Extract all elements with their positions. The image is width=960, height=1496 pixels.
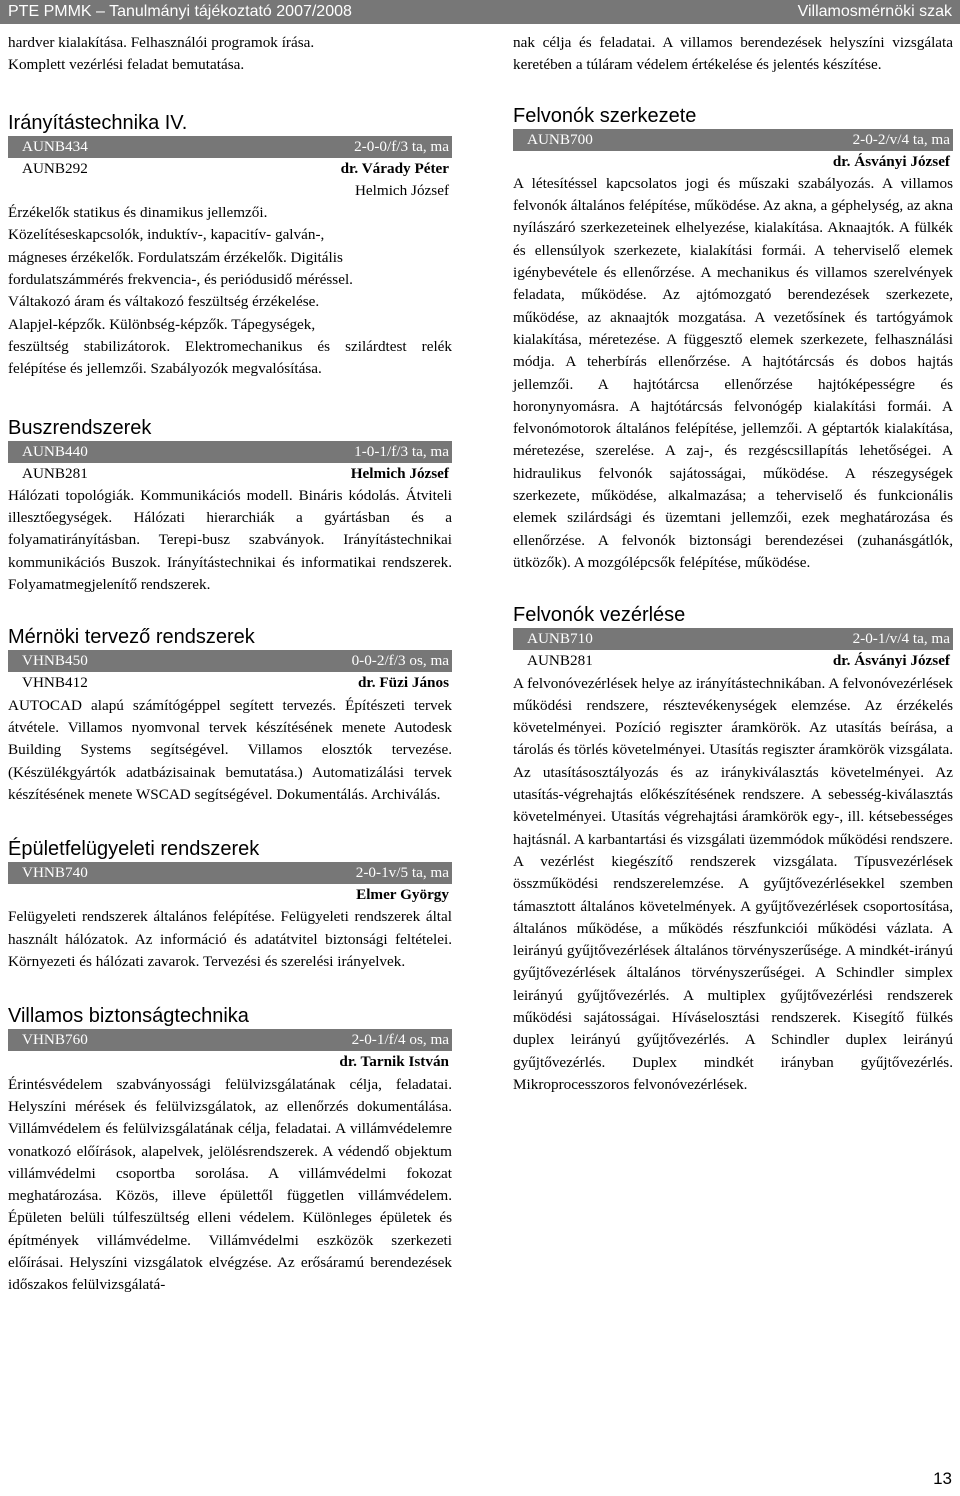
course-code: VHNB740 — [22, 864, 88, 882]
course-description-line: Érzékelők statikus és dinamikus jellemzői. — [8, 204, 268, 222]
header-title: PTE PMMK – Tanulmányi tájékoztató 2007/2008 — [8, 3, 352, 20]
page-number: 13 — [933, 1469, 952, 1488]
course-code-bar — [8, 650, 452, 672]
teacher-name: Elmer György — [356, 886, 449, 904]
teacher-name: dr. Füzi János — [357, 674, 449, 692]
teacher-name: dr. Várady Péter — [340, 159, 449, 177]
prereq-code: AUNB281 — [527, 652, 593, 670]
course-code-bar — [513, 129, 953, 151]
course-code: AUNB434 — [22, 137, 88, 155]
section-title-epulet: Épületfelügyeleti rendszerek — [8, 838, 260, 861]
course-description-line: Közelítéseskapcsolók, induktív-, kapacitív- galván-, — [8, 226, 325, 244]
course-code: AUNB710 — [527, 630, 593, 648]
prereq-code: AUNB281 — [22, 464, 88, 482]
course-description-line: fordulatszámmérés frekvencia-, és periódusidő méréssel. — [8, 271, 353, 289]
course-code-bar — [8, 862, 452, 884]
course-hours: 2-0-2/v/4 ta, ma — [852, 130, 950, 148]
course-hours: 1-0-1/f/3 ta, ma — [354, 442, 449, 460]
prereq-row — [8, 463, 452, 485]
course-description: AUTOCAD alapú számítógéppel segített tervezés. Építészeti tervek átvétele. Villamos nyomvonal tervek készítésének menete Autodesk Building Systems segítségével. Villamos elosztók tervezése. (Készülékgyártók adatbázisainak bemutatása.) Automatizálási tervek készítésének menete WSCAD segítségével. Dokumentálás. Archiválás. — [8, 696, 452, 803]
prereq-code: VHNB412 — [22, 674, 88, 692]
teacher-name: dr. Tarnik István — [339, 1053, 449, 1071]
course-description: Érintésvédelem szabványossági felülvizsgálatának célja, feladatai. Helyszíni mérések és felülvizsgálatok, az ellenőrzés dokumentálása. Villámvédelem és felülvizsgálatának célja, feladatai. A villámvédelemre vonatkozó előírások, alapelvek, jelölésrendszerek. A védendő objektum villámvédelmi csoportba sorolása. A villámvédelmi fokozat meghatározása. Közös, illeve épülettől független villámvédelem. Épületen belüli túlfeszültség elleni védelem. Különleges épületek és építmények villámvédelme. Villámvédelmi eszközök szerkezeti előírásai. Helyszíni vizsgálatok elvégzése. Az erősáramú berendezések időszakos felülvizsgálatá- — [8, 1075, 452, 1294]
course-description: A létesítéssel kapcsolatos jogi és műszaki szabályozás. A villamos felvonók általános felépítése, működése. Az akna, a géphelység, az akna nyílászáró szerkezeteinek elhelyezése, kialakítása. Aknaajtók. A fülkék és ellensúlyok szerkezete, kialakítási formái. A teherviselő elemek igénybevétele és ellenőrzése. A mechanikus és villamos szerelvények feladata, működése. Az ajtómozgató berendezések szerkezete, működése, az aknaajtók mozgatása. A vezetősínek és tartógyámok kialakítása, méretezése. A függesztő elemek szerkezete, felhasználási módja. A teherbírás ellenőrzése. A hajtótárcsás és dobos hajtás jellemzői. A hajtótárcsa ellenőrzése hajtóképességre és horonynyomásra. A hajtótárcsás felvonógép kialakítási formái. A felvonómotorok általános felépítése, jellemzői. A géptartók kialakítása, méretezése, szerelése. A zaj-, és rezgéscsillapítás lehetőségei. A hidraulikus felvonók sajátosságai, működése. A részegységek szerkezete, működése, alkalmazása; a teherviselő és funkcionális elemek szilárdsági és üzemtani jellemzői, ezek meghatározása és ellenőrzése. A felvonók biztonsági berendezései (zuhanásgátlók, ütközők). A mozgólépcsők felépítése, működése. — [513, 174, 953, 571]
intro-text: nak célja és feladatai. A villamos berendezések helyszíni vizsgálata keretében a túláram védelem értékelése és jelentés készítése. — [513, 34, 953, 74]
section-title-villbizt: Villamos biztonságtechnika — [8, 1005, 249, 1028]
course-hours: 2-0-0/f/3 ta, ma — [354, 137, 449, 155]
course-description-line: mágneses érzékelők. Fordulatszám érzékelők. Digitális — [8, 248, 343, 266]
teacher-name-2: Helmich József — [354, 181, 449, 199]
prereq-row — [8, 158, 452, 180]
course-description: Hálózati topológiák. Kommunikációs modell. Bináris kódolás. Átviteli illesztőegységek. Hálózati hierarchiák a gyártásban és a folyamatirányításban. Terepi-busz szabványok. Irányítástechnikai kommunikációs Buszok. Irányítástechnikai és informatikai rendszerek. Folyamatmegjelenítő rendszerek. — [8, 486, 452, 594]
prereq-row — [8, 672, 452, 694]
course-code-bar — [8, 1029, 452, 1051]
course-code: VHNB450 — [22, 652, 88, 670]
prereq-code: AUNB292 — [22, 159, 88, 177]
course-hours: 2-0-1/f/4 os, ma — [351, 1031, 449, 1049]
section-title-busz: Buszrendszerek — [8, 416, 152, 439]
course-code-bar — [8, 136, 452, 158]
course-code: VHNB760 — [22, 1031, 88, 1049]
section-title-felvonok-vezerlese: Felvonók vezérlése — [513, 604, 686, 627]
prereq-row — [513, 650, 953, 672]
section-title-irany4: Irányítástechnika IV. — [8, 111, 188, 134]
right-column — [513, 32, 953, 1096]
course-hours: 0-0-2/f/3 os, ma — [351, 652, 449, 670]
intro-line-2: Komplett vezérlési feladat bemutatása. — [8, 56, 245, 74]
course-description-line: Váltakozó áram és váltakozó feszültség érzékelése. — [8, 293, 320, 311]
teacher-name: dr. Ásványi József — [832, 652, 950, 670]
course-hours: 2-0-1v/5 ta, ma — [355, 864, 449, 882]
page-header — [0, 0, 960, 24]
header-program: Villamosmérnöki szak — [797, 3, 952, 20]
teacher-name: dr. Ásványi József — [832, 152, 950, 170]
course-code: AUNB440 — [22, 442, 88, 460]
left-column — [8, 32, 452, 1297]
intro-line-1: hardver kialakítása. Felhasználói programok írása. — [8, 34, 315, 51]
course-description-line: Alapjel-képzők. Különbség-képzők. Tápegységek, — [8, 315, 316, 333]
teacher-name: Helmich József — [350, 464, 449, 482]
course-code: AUNB700 — [527, 130, 593, 148]
course-description-line: feszültség stabilizátorok. Elektromechanikus és szilárdtest relék felépítése és jellemzői. Szabályozók megvalósítása. — [8, 337, 452, 378]
course-description: A felvonóvezérlések helye az irányítástechnikában. A felvonóvezérlések működési rendszere, résztevékenységek elemzése. Az érzékelés követelményei. Pozíció regiszter áramkörök. Az utasítás beírása, a tárolás és törlés követelményei. Utasítás regiszter áramkörök vizsgálata. Az utasításosztályozás és az iránykiválasztás követelményei. Az utasítás-végrehajtás előkészítésének rendszere. A sebesség-kiválasztás követelményei. Utasítás végrehajtási áramkörök egy-, ill. kétsebességes hajtásnál. A karbantartási és vizsgálati üzemmódok működési rendszere. A vezérlést kiegészítő rendszerek vizsgálata. Típusvezérlések összműködési rendszerelemzése. A gyűjtővezérlésekkel szemben támasztott általános követelmények. A gyűjtővezérlések csoportosítása, általános működése, a működés részfunkciói működési vázlata. A leirányú gyűjtővezérlések általános törvényszerűsége. A mindkét-irányú gyűjtővezérlések általános törvényszerűségei. A Schindler simplex leirányú gyűjtővezérlés. A multiplex gyűjtővezérlési rendszerek működési sajátosságai. Híváselosztási rendszerek. Kisegítő fülkés duplex leirányú gyűjtővezérlés. A Schindler duplex leirányú gyűjtővezérlés. Duplex mindkét irányban gyűjtővezérlés. Mikroprocesszoros felvonóvezérlések. — [513, 674, 953, 1093]
course-code-bar — [513, 628, 953, 650]
section-title-mernoki: Mérnöki tervező rendszerek — [8, 626, 255, 649]
course-code-bar — [8, 441, 452, 463]
section-title-felvonok-szerkezete: Felvonók szerkezete — [513, 104, 697, 127]
course-hours: 2-0-1/v/4 ta, ma — [852, 630, 950, 648]
course-description: Felügyeleti rendszerek általános felépítése. Felügyeleti rendszerek által használt hálózatok. Az információ és adatátvitel biztonsági feltételei. Környezeti és hálózati zavarok. Tervezési és szerelési irányelvek. — [8, 908, 452, 971]
